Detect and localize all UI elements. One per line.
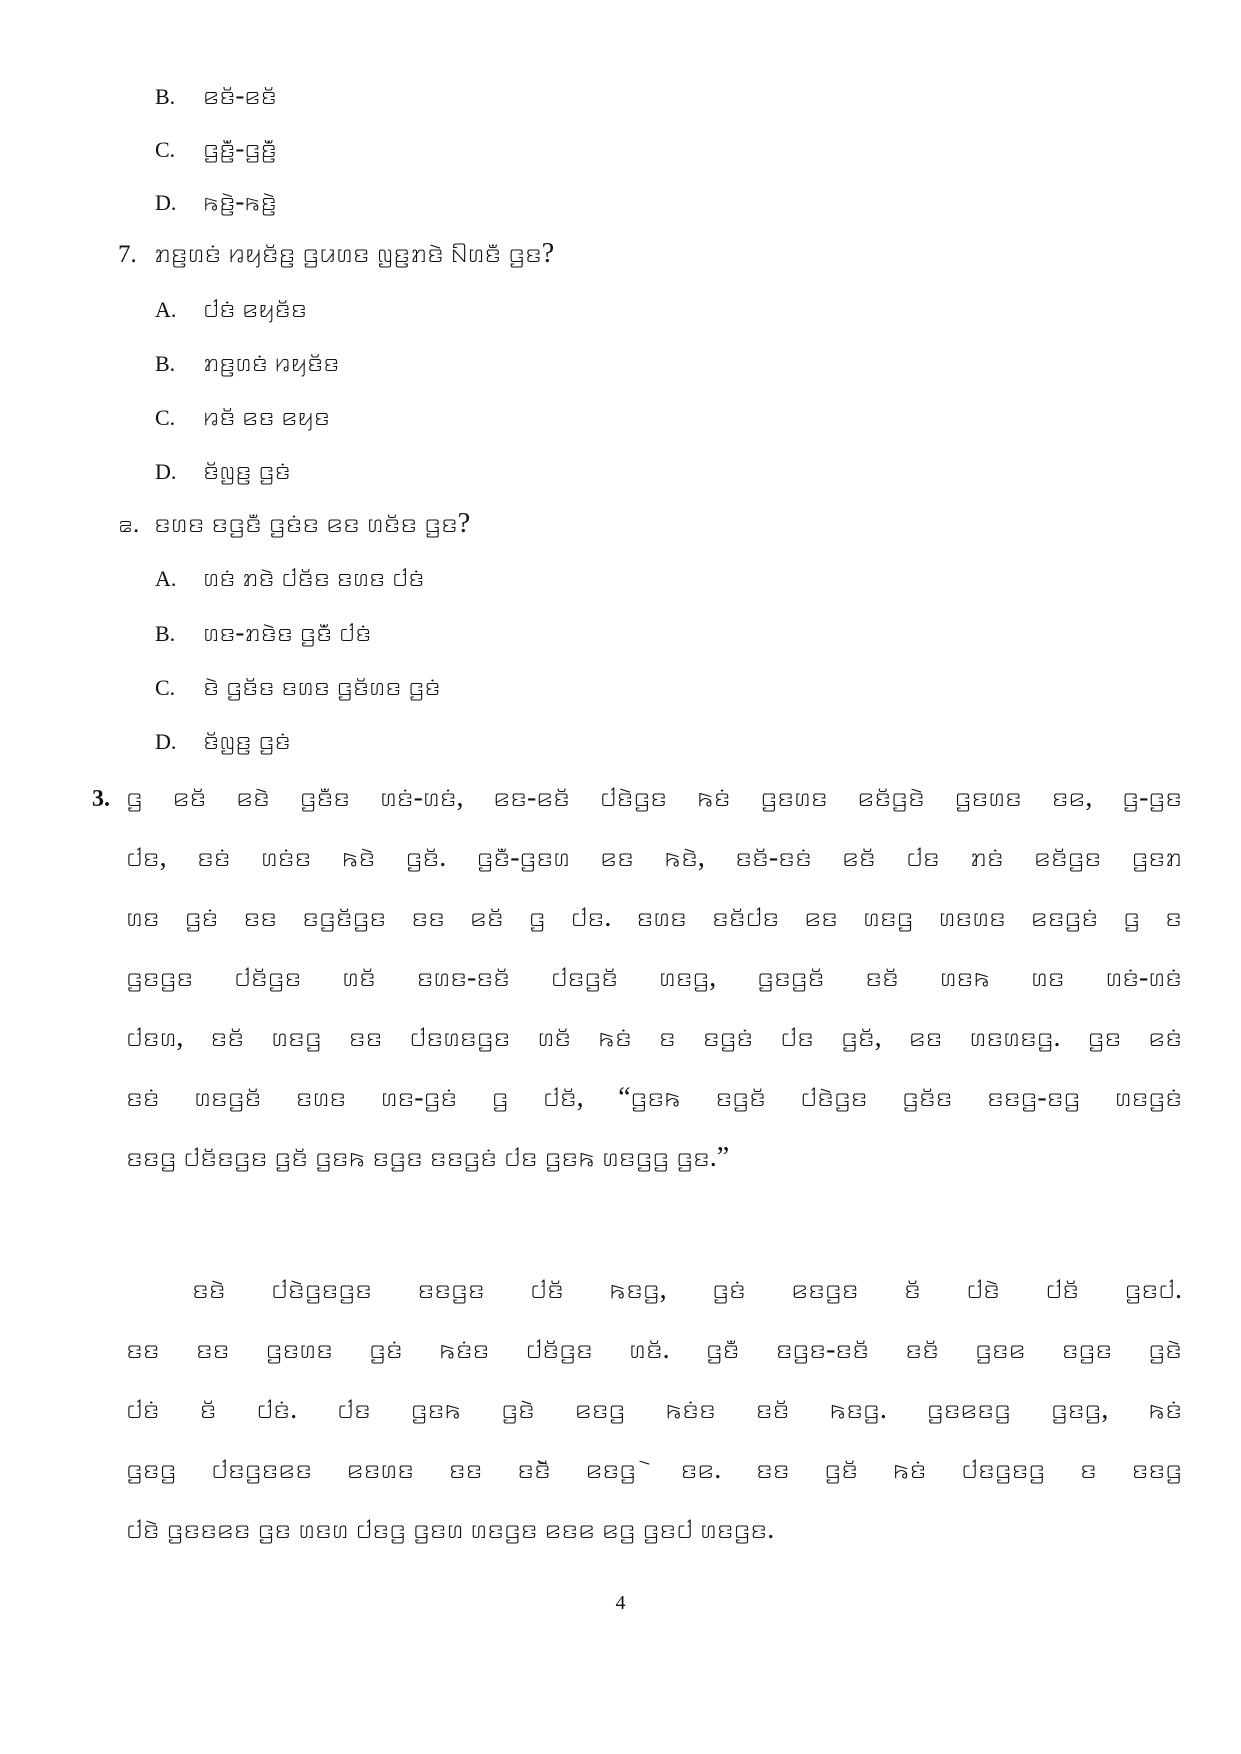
option-text: ꤙꤢꤩ ꤕꤢ ꤕꤟꤢ xyxy=(203,401,330,431)
option-letter: D. xyxy=(155,190,177,215)
option-text: ꤓꤢꤦ ꤕꤟꤢꤩꤢ xyxy=(203,293,307,323)
paragraph-line: ꤞꤢꤞꤢ ꤓꤢꤩꤞꤢ ꤛꤢꤩ ꤢꤛꤢ-ꤢꤢꤩ ꤓꤢꤞꤢꤩ ꤛꤢꤞ, ꤞꤢꤞꤢꤩ ꤢꤢꤩ ꤛꤢꤒ ꤛꤢ ꤛꤢꤦ-ꤛꤢꤦ xyxy=(126,962,1182,993)
option-text: ꤊꤢ꤬ꤛꤢꤦ ꤙꤟꤢꤩꤢ xyxy=(203,347,340,377)
question-7 xyxy=(118,238,554,270)
paragraph-line: ꤞꤢꤞ ꤓꤢꤞꤢꤕꤢ ꤕꤢꤛꤢ ꤢꤢ ꤢꤢꤩꤧ ꤕꤢꤞ ꤧꤢꤕ. ꤢꤢ ꤞꤢꤩ ꤒꤢꤦ ꤓꤢꤞꤢꤞ ꤢ ꤢꤢꤞ xyxy=(126,1454,1182,1485)
question-8 xyxy=(118,508,470,540)
option-text: ꤢꤧ ꤞꤢꤩꤢ ꤢꤛꤢ ꤞꤢꤩꤛꤢ ꤞꤢꤦ xyxy=(203,671,441,701)
paragraph-line: ꤓꤢꤧ ꤞꤢꤢꤕꤢ ꤞꤢ ꤛꤢꤛ ꤓꤢꤞ ꤞꤢꤛ ꤛꤢꤞꤢ ꤕꤢꤕ ꤕꤞ ꤞꤢꤓ ꤛꤢꤞꤢ. xyxy=(126,1514,775,1545)
option-letter: B. xyxy=(155,351,176,376)
paragraph-line xyxy=(92,768,1182,828)
option-letter: B. xyxy=(155,84,176,109)
option-letter: D. xyxy=(155,459,177,484)
paragraph-line: ꤓꤢ, ꤢꤢꤦ ꤛꤢꤦꤢ ꤒꤢꤧ ꤞꤢꤩ. ꤞꤢꤪ-ꤞꤢꤛ ꤕꤢ ꤒꤢꤧ, ꤢꤢꤩ-ꤢꤢꤦ ꤕꤢꤩ ꤓꤢ ꤊꤢꤦ ꤕꤢꤩꤞꤢ ꤞꤢꤊ xyxy=(126,842,1182,873)
option-letter: B. xyxy=(155,621,176,646)
option-letter: C. xyxy=(155,675,176,700)
question-number: 7. xyxy=(118,241,137,268)
option-text: ꤢꤩꤜꤢ꤬ ꤞꤢꤦ xyxy=(203,455,291,485)
paragraph-4 xyxy=(92,1260,1182,1560)
option-letter: C. xyxy=(155,405,176,430)
paragraph-line: ꤓꤢꤛ, ꤢꤢꤩ ꤛꤢꤞ ꤢꤢ ꤓꤢꤛꤢꤞꤢ ꤛꤢꤩ ꤒꤢꤦ ꤢ ꤢꤞꤢꤦ ꤓꤢ ꤞꤢꤩ, ꤕꤢ ꤛꤢꤛꤢꤞ. ꤞꤢ ꤕꤢꤦ xyxy=(126,1022,1182,1053)
option-b xyxy=(155,80,277,111)
question-7-option-c xyxy=(155,401,330,432)
question-8-option-a xyxy=(155,562,424,593)
paragraph-3 xyxy=(92,768,1182,1188)
option-text: ꤒꤢꤧ꤬-ꤒꤢꤧ꤬ xyxy=(203,186,277,216)
question-8-option-d xyxy=(155,725,291,756)
question-7-option-d xyxy=(155,455,291,486)
question-7-option-a xyxy=(155,293,307,324)
paragraph-line: ꤢꤢꤞ ꤓꤢꤩꤢꤞꤢ ꤞꤢꤩ ꤞꤢꤒ ꤢꤞꤢ ꤢꤢꤞꤢꤦ ꤓꤢ ꤞꤢꤒ ꤛꤢꤞꤞ ꤞꤢ.” xyxy=(126,1142,730,1173)
option-letter: C. xyxy=(155,137,176,162)
option-d xyxy=(155,186,277,217)
question-7-option-b xyxy=(155,347,339,378)
paragraph-line: ꤓꤢꤦ ꤢꤩ ꤓꤢꤦ. ꤓꤢ ꤞꤢꤒ ꤞꤢꤧ ꤕꤢꤞ ꤒꤢꤦꤢ ꤢꤢꤩ ꤒꤢꤞ. ꤞꤢꤕꤢꤞ ꤞꤢꤞ, ꤒꤢꤦ xyxy=(126,1394,1182,1425)
option-letter: D. xyxy=(155,729,177,754)
question-8-option-c xyxy=(155,671,441,702)
question-text: ꤢꤛꤢ ꤢꤞꤢꤪ ꤞꤢꤦꤢ ꤕꤢ ꤛꤢꤩꤢ ꤞꤢ? xyxy=(154,508,471,539)
option-text: ꤛꤢꤦ ꤊꤢꤧ ꤓꤢꤩꤢ ꤢꤛꤢ ꤓꤢꤦ xyxy=(203,562,425,592)
option-text: ꤢꤩꤜꤢ꤬ ꤞꤢꤦ xyxy=(203,725,291,755)
page-number: 4 xyxy=(615,1592,626,1614)
question-8-option-b xyxy=(155,617,371,648)
paragraph-line: ꤢꤢꤦ ꤛꤢꤞꤢꤩ ꤢꤛꤢ ꤛꤢ-ꤞꤢꤦ ꤞ ꤓꤢꤩ, “ꤞꤢꤒ ꤢꤞꤢꤩ ꤓꤢꤧꤞꤢ ꤞꤢꤩꤢ ꤢꤢꤞ-ꤢꤞ ꤛꤢꤞꤢꤦ xyxy=(126,1082,1182,1113)
question-number: ꤁. xyxy=(118,511,140,538)
paragraph-line-text: ꤞ ꤕꤢꤩ ꤕꤢꤧ ꤞꤢꤪꤢ ꤛꤢꤦ-ꤛꤢꤦ, ꤕꤢ-ꤕꤢꤩ ꤓꤢꤧꤞꤢ ꤒꤢꤦ ꤞꤢꤛꤢ ꤕꤢꤩꤞꤢꤧ ꤞꤢꤛꤢ ꤢꤕ, ꤞ-ꤞꤢ xyxy=(126,782,1182,813)
question-text: ꤊꤢ꤬ꤛꤢꤦ ꤙꤟꤢꤩꤢ꤬ ꤞꤣꤛꤢ ꤜꤢ꤬ꤊꤢꤧ ꤡꤛꤢꤪ ꤞꤢ? xyxy=(154,238,555,269)
option-text: ꤕꤢꤩ-ꤕꤢꤩ xyxy=(203,80,277,110)
option-text: ꤞꤢꤪ꤬-ꤞꤢꤪ꤬ xyxy=(203,133,277,163)
option-letter: A. xyxy=(155,566,177,591)
paragraph-number: 3. xyxy=(92,786,110,812)
paragraph-line: ꤛꤢ ꤞꤢꤦ ꤢꤢ ꤢꤞꤢꤩꤞꤢ ꤢꤢ ꤕꤢꤩ ꤞ ꤓꤢ. ꤢꤛꤢ ꤢꤢꤩꤓꤢ ꤕꤢ ꤛꤢꤞ ꤛꤢꤛꤢ ꤕꤢꤞꤢꤦ ꤞ ꤢ xyxy=(126,902,1182,933)
option-letter: A. xyxy=(155,297,177,322)
paragraph-line: ꤢꤢꤧ ꤓꤢꤧꤞꤢꤞꤢ ꤢꤢꤞꤢ ꤓꤢꤩ ꤒꤢꤞ, ꤞꤢꤦ ꤕꤢꤞꤢ ꤢꤩ ꤓꤢꤧ ꤓꤢꤩ ꤞꤢꤓ. xyxy=(192,1274,1182,1305)
option-text: ꤛꤢ-ꤊꤢꤧꤢ ꤞꤢꤪ ꤓꤢꤦ xyxy=(203,617,372,647)
paragraph-line: ꤢꤢ ꤢꤢ ꤞꤢꤛꤢ ꤞꤢꤦ ꤒꤢꤦꤢ ꤓꤢꤩꤞꤢ ꤛꤢꤩ. ꤞꤢꤪ ꤢꤞꤢ-ꤢꤢꤩ ꤢꤢꤩ ꤞꤢꤕ ꤢꤞꤢ ꤞꤢꤧ xyxy=(126,1334,1182,1365)
option-c xyxy=(155,133,277,164)
